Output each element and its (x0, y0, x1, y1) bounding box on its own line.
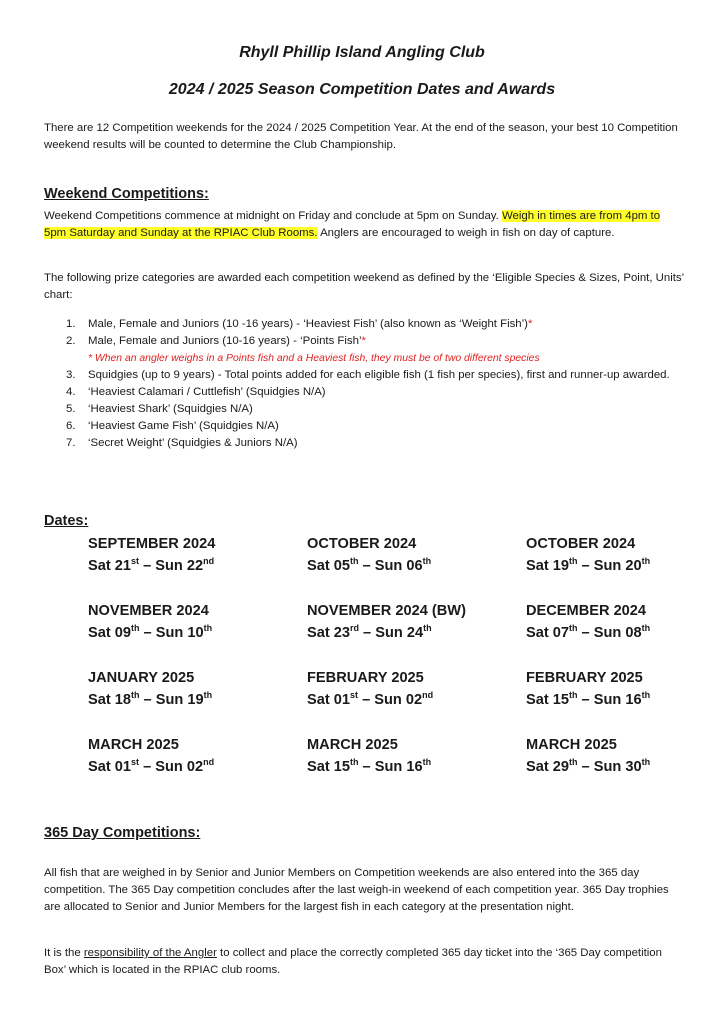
list-item (66, 367, 686, 384)
date-cell (88, 667, 298, 711)
sat-suffix: th (569, 690, 578, 700)
sat-suffix: th (131, 690, 140, 700)
sun-date: – Sun 20 (577, 558, 642, 574)
list-item-text: ‘Heaviest Game Fish’ (Squidgies N/A) (88, 420, 279, 432)
date-range (526, 756, 724, 778)
sun-suffix: th (422, 757, 432, 767)
date-range (307, 622, 517, 644)
date-range (526, 555, 724, 577)
sun-suffix: th (641, 556, 651, 566)
sat-date: Sat 19 (526, 558, 569, 574)
sun-date: – Sun 16 (358, 759, 423, 775)
sat-date: Sat 23 (307, 625, 350, 641)
points-fish-note: * When an angler weighs in a Points fish and a Heaviest fish, they must be of two different species (88, 353, 540, 364)
date-cell (526, 734, 724, 778)
date-cell (526, 667, 724, 711)
dates-row (88, 734, 688, 780)
list-item-text: Squidgies (up to 9 years) - Total points added for each eligible fish (1 fish per species), first and runner-up awarded. (88, 369, 670, 381)
sat-date: Sat 15 (526, 692, 569, 708)
date-month: FEBRUARY 2025 (307, 670, 424, 686)
list-item (66, 333, 686, 350)
list-item (66, 435, 686, 452)
date-month: NOVEMBER 2024 (BW) (307, 603, 466, 619)
list-item (66, 316, 686, 333)
sun-suffix: nd (422, 690, 434, 700)
list-number: 5. (66, 403, 76, 415)
date-month: FEBRUARY 2025 (526, 670, 643, 686)
sun-date: – Sun 06 (358, 558, 423, 574)
sat-date: Sat 07 (526, 625, 569, 641)
sat-suffix: th (569, 757, 578, 767)
sun-date: – Sun 24 (359, 625, 424, 641)
weekend-paragraph (44, 208, 684, 242)
sat-date: Sat 29 (526, 759, 569, 775)
list-item-text: ‘Secret Weight’ (Squidgies & Juniors N/A) (88, 437, 298, 449)
list-text (88, 333, 366, 350)
list-item (66, 418, 686, 435)
list-item-text: ‘Heaviest Calamari / Cuttlefish’ (Squidgies N/A) (88, 386, 326, 398)
weekend-text-end: Anglers are encouraged to weigh in fish on day of capture. (317, 227, 615, 239)
list-item (66, 384, 686, 401)
date-month: SEPTEMBER 2024 (88, 536, 216, 552)
date-range (307, 555, 517, 577)
list-text (88, 316, 532, 333)
responsibility-underlined: responsibility of the Angler (83, 947, 217, 959)
season-title: 2024 / 2025 Season Competition Dates and Awards (168, 81, 556, 98)
day365-heading: 365 Day Competitions: (44, 825, 201, 841)
sun-suffix: th (641, 757, 651, 767)
sun-date: – Sun 19 (139, 692, 204, 708)
sun-date: – Sun 02 (358, 692, 423, 708)
list-item-text: Male, Female and Juniors (10-16 years) - ‘Points Fish’ (88, 335, 362, 347)
sun-suffix: th (641, 690, 651, 700)
sat-date: Sat 15 (307, 759, 350, 775)
date-month: NOVEMBER 2024 (88, 603, 209, 619)
date-cell (526, 600, 724, 644)
sat-suffix: th (569, 556, 578, 566)
date-cell (307, 533, 517, 577)
sat-suffix: st (350, 690, 359, 700)
date-range (526, 689, 724, 711)
date-month: JANUARY 2025 (88, 670, 195, 686)
asterisk-mark: * (527, 318, 533, 330)
sat-date: Sat 18 (88, 692, 131, 708)
list-item-text: ‘Heaviest Shark’ (Squidgies N/A) (88, 403, 253, 415)
dates-row (88, 533, 688, 579)
list-number: 4. (66, 386, 76, 398)
weigh-in-times-highlight: Weigh in times are from 4pm to 5pm Saturday and Sunday at the RPIAC Club Rooms. (44, 210, 661, 239)
responsibility-paragraph (44, 945, 684, 979)
dates-heading: Dates: (44, 513, 89, 529)
prize-categories-intro: The following prize categories are awarded each competition weekend as defined by the ‘Eligible Species & Sizes, Point, Units’ chart: (44, 272, 684, 301)
date-range (88, 689, 298, 711)
date-cell (526, 533, 724, 577)
date-range (88, 622, 298, 644)
sat-date: Sat 21 (88, 558, 131, 574)
list-number: 6. (66, 420, 76, 432)
list-number: 1. (66, 318, 76, 330)
sun-suffix: nd (203, 556, 215, 566)
dates-row (88, 600, 688, 646)
date-range (307, 689, 517, 711)
sun-date: – Sun 22 (139, 558, 204, 574)
sun-suffix: nd (203, 757, 215, 767)
prize-categories-list (66, 316, 686, 452)
sun-date: – Sun 08 (577, 625, 642, 641)
list-item-text: Male, Female and Juniors (10 -16 years) - ‘Heaviest Fish’ (also known as ‘Weight Fish’) (88, 318, 528, 330)
list-number: 2. (66, 335, 76, 347)
sat-suffix: st (131, 556, 140, 566)
sat-date: Sat 01 (88, 759, 131, 775)
date-month: MARCH 2025 (88, 737, 179, 753)
date-cell (88, 600, 298, 644)
sat-suffix: rd (350, 623, 359, 633)
sat-suffix: th (350, 757, 359, 767)
sun-date: – Sun 16 (577, 692, 642, 708)
sun-date: – Sun 30 (577, 759, 642, 775)
date-month: OCTOBER 2024 (526, 536, 636, 552)
sun-suffix: th (422, 556, 432, 566)
date-cell (307, 734, 517, 778)
sat-suffix: st (131, 757, 140, 767)
date-range (526, 622, 724, 644)
date-month: OCTOBER 2024 (307, 536, 417, 552)
date-month: MARCH 2025 (526, 737, 617, 753)
club-title: Rhyll Phillip Island Angling Club (239, 44, 485, 61)
responsibility-text-start: It is the (44, 947, 84, 959)
date-cell (307, 667, 517, 711)
sat-suffix: th (569, 623, 578, 633)
responsibility-text-end: to collect and place the correctly completed 365 day ticket into the ‘365 Day competition Box’ which is located in the RPIAC club rooms. (44, 947, 662, 976)
sat-suffix: th (350, 556, 359, 566)
list-item (66, 401, 686, 418)
date-range (307, 756, 517, 778)
intro-paragraph: There are 12 Competition weekends for the 2024 / 2025 Competition Year. At the end of the season, your best 10 Competition weekend results will be counted to determine the Club Championship. (44, 122, 678, 151)
sun-date: – Sun 10 (139, 625, 204, 641)
sun-suffix: th (203, 690, 213, 700)
date-cell (88, 734, 298, 778)
date-range (88, 756, 298, 778)
day365-paragraph: All fish that are weighed in by Senior and Junior Members on Competition weekends are also entered into the 365 day competition. The 365 Day competition concludes after the last weigh-in weekend of each competition year. 365 Day trophies are allocated to Senior and Junior Members for the largest fish in each category at the presentation night. (44, 867, 669, 913)
date-range (88, 555, 298, 577)
date-cell (88, 533, 298, 577)
sat-date: Sat 09 (88, 625, 131, 641)
sat-date: Sat 05 (307, 558, 350, 574)
date-month: DECEMBER 2024 (526, 603, 647, 619)
sun-date: – Sun 02 (139, 759, 204, 775)
sun-suffix: th (641, 623, 651, 633)
sun-suffix: th (203, 623, 213, 633)
sat-suffix: th (131, 623, 140, 633)
sun-suffix: th (423, 623, 432, 633)
asterisk-mark: * (361, 335, 366, 347)
weekend-text-start: Weekend Competitions commence at midnight on Friday and conclude at 5pm on Sunday. (44, 210, 502, 222)
list-number: 3. (66, 369, 76, 381)
weekend-competitions-heading: Weekend Competitions: (44, 186, 209, 202)
sat-date: Sat 01 (307, 692, 350, 708)
list-number: 7. (66, 437, 76, 449)
date-month: MARCH 2025 (307, 737, 398, 753)
dates-row (88, 667, 688, 713)
date-cell (307, 600, 517, 644)
